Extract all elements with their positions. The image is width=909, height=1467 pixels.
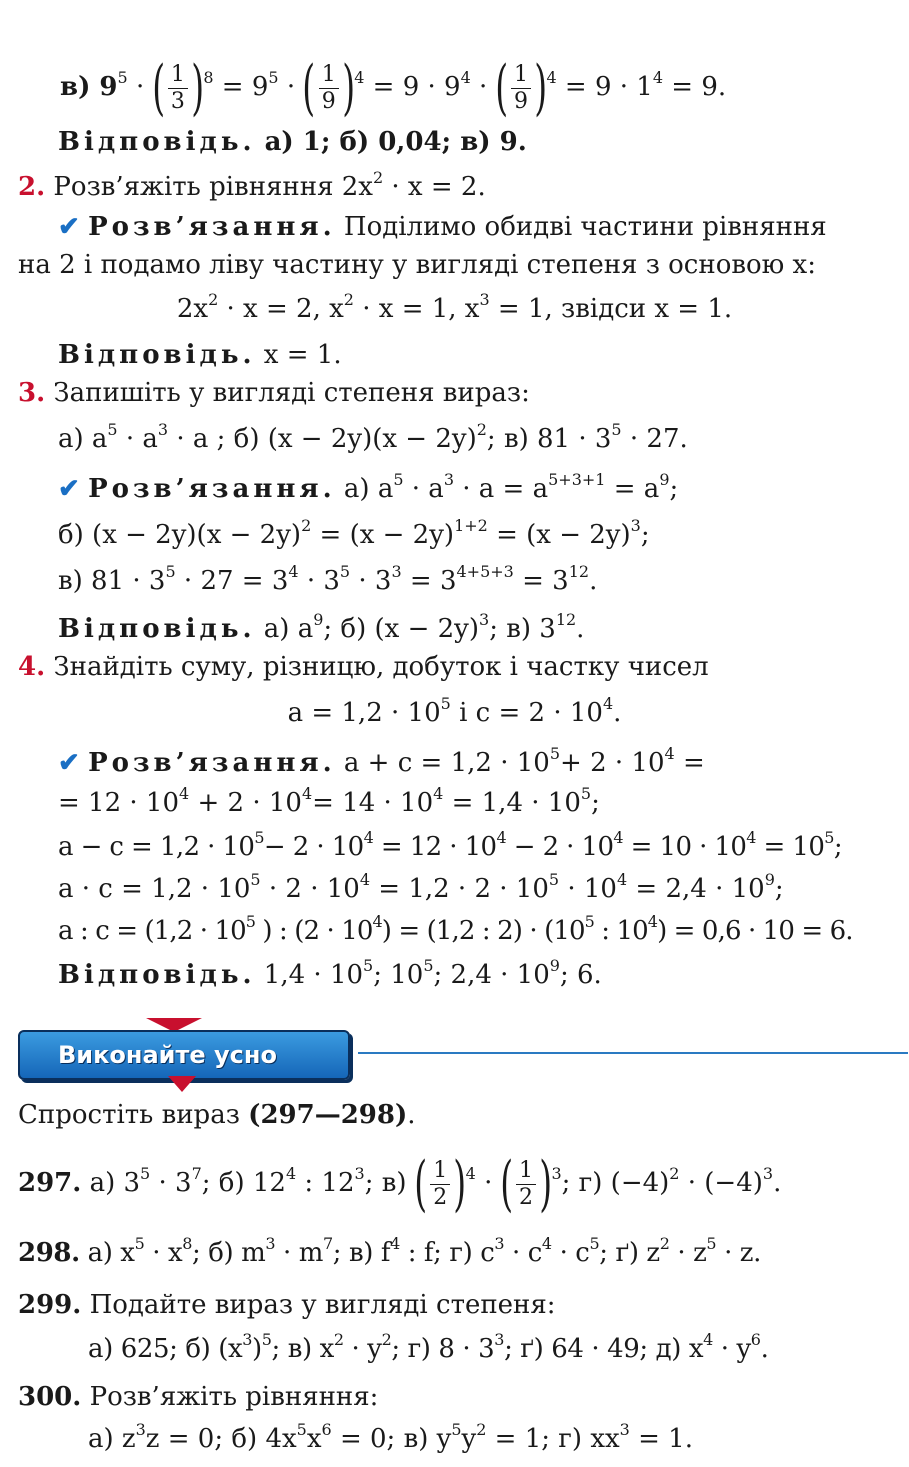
exercise-text: Розв’яжіть рівняння: xyxy=(81,1382,379,1412)
fraction-one-half xyxy=(430,1158,450,1211)
t: а) a xyxy=(255,614,314,644)
l1-exp: 4 xyxy=(546,68,557,87)
exp: 3 xyxy=(242,1330,253,1349)
t: a · c = 1,2 · 10 xyxy=(58,874,251,904)
paren-left: ( xyxy=(494,53,508,123)
exp: 4+5+3 xyxy=(456,562,514,581)
exp: 5 xyxy=(140,1164,151,1183)
exp: 2 xyxy=(208,290,219,309)
t: · c xyxy=(504,1238,542,1268)
t: a + c = 1,2 · 10 xyxy=(335,748,550,778)
exercise-299-items xyxy=(88,1332,768,1366)
check-icon: ✔ xyxy=(58,474,80,504)
exp: 8 xyxy=(182,1234,192,1253)
exp: 2 xyxy=(333,1330,344,1349)
exp: 3 xyxy=(265,1234,276,1253)
problem-tail: · x = 2. xyxy=(383,172,486,202)
paren-right: ) xyxy=(342,53,355,123)
t: · 2 · 10 xyxy=(260,874,360,904)
t: : 12 xyxy=(296,1168,355,1198)
paren-right: ) xyxy=(534,53,548,123)
t: ; xyxy=(774,874,784,904)
t: · x = 2, x xyxy=(218,294,344,324)
exp: 4 xyxy=(301,784,313,803)
exp: 2 xyxy=(476,1420,487,1439)
t: · a ; б) (x − 2y)(x − 2y) xyxy=(168,424,477,454)
t: ; 6. xyxy=(559,960,602,990)
exp: 4 xyxy=(288,562,299,581)
t: · 3 xyxy=(150,1168,192,1198)
problem-4 xyxy=(18,650,709,684)
exp: 3 xyxy=(479,610,490,629)
t: · a xyxy=(403,474,444,504)
problem-text: Знайдіть суму, різницю, добуток і частку чисел xyxy=(45,652,709,682)
exp: 4 xyxy=(613,828,623,847)
banner-box xyxy=(18,1030,350,1080)
solution-2-intro xyxy=(58,210,827,244)
l1-prefix: в) 9 xyxy=(60,72,118,102)
solution-3-a xyxy=(58,472,678,506)
exercise-298 xyxy=(18,1236,761,1270)
t: : f; г) c xyxy=(399,1238,495,1268)
exp: 4 xyxy=(541,1234,552,1253)
l1-exp: 5 xyxy=(117,68,128,87)
exp: 5 xyxy=(250,870,261,889)
t: − 2 · 10 xyxy=(506,832,614,862)
exp: 12 xyxy=(568,562,590,581)
check-icon: ✔ xyxy=(58,748,80,778)
solution-4-sum-2 xyxy=(58,786,600,820)
t: ; xyxy=(833,832,843,862)
exp: 5 xyxy=(706,1234,717,1253)
exp: 5 xyxy=(451,1420,462,1439)
exercise-range: (297—298) xyxy=(248,1100,408,1130)
problem-text: Розв’яжіть рівняння 2x xyxy=(45,172,373,202)
exp: 4 xyxy=(664,744,675,763)
banner-title: Виконайте усно xyxy=(58,1041,277,1069)
exp: 2 xyxy=(476,420,487,439)
line-1-expression: в) $9^5$ · ( $\frac{1}{3}$ )$^8 = 9^5$ · ( $\frac{1}{9}$ )$^4 = 9 \cdot 9^4$ · ( $\frac{1}{9}$ )$^4 = 9 \cdot 1^4 = 9$. xyxy=(60,53,727,123)
t: = 1,2 · 2 · 10 xyxy=(370,874,549,904)
t: ; в) xyxy=(364,1168,407,1198)
t: а) z xyxy=(88,1424,136,1454)
t: + 2 · 10 xyxy=(189,788,302,818)
exercise-number: 298. xyxy=(18,1238,80,1268)
banner-triangle-bottom xyxy=(168,1076,196,1092)
exp: 3 xyxy=(443,470,454,489)
exercise-299 xyxy=(18,1288,556,1322)
t: · a xyxy=(117,424,158,454)
exp: 2 xyxy=(372,168,384,187)
t: a = 1,2 · 10 xyxy=(287,698,441,728)
exp: 2 xyxy=(381,1330,392,1349)
t: ; 2,4 · 10 xyxy=(433,960,550,990)
t: ; ґ) z xyxy=(599,1238,660,1268)
t: · c xyxy=(551,1238,590,1268)
t: а) a xyxy=(335,474,394,504)
exp: 3 xyxy=(135,1420,146,1439)
t: · x = 1, x xyxy=(353,294,480,324)
t: ; в) 81 · 3 xyxy=(486,424,612,454)
exp: 7 xyxy=(191,1164,202,1183)
numerator: 1 xyxy=(516,1158,536,1185)
t: = 1; г) xx xyxy=(486,1424,620,1454)
exp: 5 xyxy=(261,1330,272,1349)
exp: 3 xyxy=(354,1164,365,1183)
answer-label: Відповідь. xyxy=(58,960,256,990)
t: ) : (2 · 10 xyxy=(255,916,373,946)
problem-number: 3. xyxy=(18,378,46,408)
denominator: 9 xyxy=(514,88,529,114)
numerator: 1 xyxy=(430,1158,450,1185)
exp: 5 xyxy=(363,956,374,975)
exp: 3 xyxy=(551,1164,562,1183)
t: = 14 · 10 xyxy=(312,788,434,818)
exercise-number: 300. xyxy=(18,1382,82,1412)
denominator: 3 xyxy=(170,88,185,114)
t: . xyxy=(589,566,598,596)
exp: 9 xyxy=(659,470,670,489)
t: а) x xyxy=(79,1238,135,1268)
paren-right: ) xyxy=(453,1149,467,1219)
exp: 5 xyxy=(423,956,434,975)
exp: 3 xyxy=(619,1420,630,1439)
denominator: 2 xyxy=(433,1184,448,1210)
t: a : c = (1,2 · 10 xyxy=(58,916,246,946)
exp: 4 xyxy=(746,828,756,847)
exp: 2 xyxy=(669,1164,680,1183)
t: ; xyxy=(591,788,600,818)
exp: 3 xyxy=(479,290,490,309)
solution-text: на 2 і подамо ліву частину у вигляді степеня з основою x: xyxy=(18,250,816,280)
t: = 2,4 · 10 xyxy=(627,874,765,904)
exp: 4 xyxy=(363,828,374,847)
t: ; б) 12 xyxy=(201,1168,286,1198)
exp: 5 xyxy=(589,1234,600,1253)
t: . xyxy=(407,1100,416,1130)
exp: 6 xyxy=(750,1330,761,1349)
exp: 5+3+1 xyxy=(548,470,606,489)
t: + 2 · 10 xyxy=(560,748,665,778)
exp: 3 xyxy=(391,562,402,581)
t: = 3 xyxy=(513,566,569,596)
numerator: 1 xyxy=(511,62,531,89)
t: . xyxy=(773,1168,782,1198)
answer-1 xyxy=(58,125,527,159)
t: 2x xyxy=(176,294,209,324)
t: = 10 xyxy=(755,832,825,862)
t: · (−4) xyxy=(679,1168,763,1198)
fraction-one-ninth xyxy=(319,62,339,115)
denominator: 9 xyxy=(321,88,336,114)
solution-label: Розв’язання. xyxy=(88,212,336,242)
t: a − c = 1,2 · 10 xyxy=(58,832,255,862)
t: . xyxy=(760,1334,769,1364)
t: · 27. xyxy=(621,424,688,454)
exp: 5 xyxy=(165,562,176,581)
exp: 5 xyxy=(393,470,404,489)
exp: 5 xyxy=(339,562,351,581)
t: а) 625; б) (x xyxy=(88,1334,243,1364)
t: Спростіть вираз xyxy=(18,1100,249,1130)
l1-end1: = 9 · 1 xyxy=(564,72,653,102)
paren-left: ( xyxy=(302,53,316,123)
solution-2-line2 xyxy=(18,248,816,282)
t: = 1, звідси x = 1. xyxy=(489,294,733,324)
t: і c = 2 · 10 xyxy=(450,698,603,728)
fraction-one-half xyxy=(516,1158,536,1211)
exp: 6 xyxy=(321,1420,332,1439)
paren-right: ) xyxy=(539,1149,553,1219)
t: в) 81 · 3 xyxy=(58,566,166,596)
fraction-one-third xyxy=(168,62,188,115)
exp: 5 xyxy=(134,1234,145,1253)
paren-right: ) xyxy=(191,53,205,123)
simplify-heading xyxy=(18,1098,416,1132)
exp: 4 xyxy=(390,1234,400,1253)
paren-left: ( xyxy=(414,1149,427,1219)
t: ; г) (−4) xyxy=(561,1168,670,1198)
exp: 7 xyxy=(322,1234,333,1253)
exp: 3 xyxy=(762,1164,774,1183)
exercise-300 xyxy=(18,1380,378,1414)
l1-exp: 4 xyxy=(460,68,471,87)
t: : 10 xyxy=(593,916,648,946)
answer-2 xyxy=(58,338,342,372)
solution-3-c xyxy=(58,564,597,598)
t: · xyxy=(484,1168,493,1198)
exp: 5 xyxy=(580,784,592,803)
numerator: 1 xyxy=(319,62,339,89)
t: · x xyxy=(144,1238,183,1268)
problem-2 xyxy=(18,170,486,204)
t: ; б) (x − 2y) xyxy=(323,614,479,644)
solution-4-product xyxy=(58,872,784,906)
t: x xyxy=(306,1424,322,1454)
t: ) = (1,2 : 2) · (10 xyxy=(381,916,585,946)
exp: 4 xyxy=(285,1164,297,1183)
banner-rule xyxy=(358,1052,908,1054)
exp: 5 xyxy=(254,828,264,847)
t: ; ґ) 64 · 49; д) x xyxy=(504,1334,704,1364)
answer-label: Відповідь. xyxy=(58,340,256,370)
exp: 4 xyxy=(179,784,190,803)
check-icon: ✔ xyxy=(58,212,80,242)
exp: 4 xyxy=(496,828,507,847)
t: б) (x − 2y)(x − 2y) xyxy=(58,520,302,550)
l1-exp: 5 xyxy=(268,68,279,87)
exp: 2 xyxy=(659,1234,670,1253)
l1-mid2: = 9 · 9 xyxy=(372,72,461,102)
solution-2-formula xyxy=(0,292,909,326)
exercise-number: 299. xyxy=(18,1290,82,1320)
t: ; б) m xyxy=(192,1238,266,1268)
solution-label: Розв’язання. xyxy=(88,474,336,504)
exp: 3 xyxy=(494,1330,505,1349)
answer-label: Відповідь. xyxy=(58,127,256,157)
t: = a xyxy=(605,474,660,504)
t: = xyxy=(674,748,705,778)
t: 1,4 · 10 xyxy=(255,960,364,990)
l1-end2: = 9. xyxy=(663,72,727,102)
paren-left: ( xyxy=(499,1149,513,1219)
problem-3 xyxy=(18,376,530,410)
exp: 4 xyxy=(616,870,628,889)
t: ; в) f xyxy=(332,1238,391,1268)
t: а) 3 xyxy=(81,1168,141,1198)
answer-text: x = 1. xyxy=(255,340,342,370)
t: = 1. xyxy=(629,1424,693,1454)
l1-exp: 8 xyxy=(203,68,214,87)
exp: 9 xyxy=(313,610,324,629)
exp: 3 xyxy=(494,1234,505,1253)
t: = 1,4 · 10 xyxy=(443,788,581,818)
t: · 3 xyxy=(350,566,392,596)
t: = 3 xyxy=(401,566,457,596)
exp: 5 xyxy=(611,420,622,439)
problem-text: Запишіть у вигляді степеня вираз: xyxy=(45,378,530,408)
l1-exp: 4 xyxy=(652,68,664,87)
t: = (x − 2y) xyxy=(311,520,455,550)
exp: 5 xyxy=(548,870,560,889)
t: ; xyxy=(669,474,679,504)
t: = 10 · 10 xyxy=(623,832,747,862)
exp: 4 xyxy=(465,1164,476,1183)
exp: 9 xyxy=(764,870,775,889)
t: а) a xyxy=(58,424,108,454)
exp: 5 xyxy=(245,912,256,931)
exp: 1+2 xyxy=(454,516,488,535)
t: ; xyxy=(640,520,650,550)
problem-number: 2. xyxy=(18,172,46,202)
t: = 12 · 10 xyxy=(373,832,497,862)
t: · 10 xyxy=(559,874,617,904)
exercise-297 xyxy=(18,1138,781,1228)
solution-4-sum xyxy=(58,746,705,780)
exp: 4 xyxy=(372,912,382,931)
exp: 5 xyxy=(107,420,118,439)
solution-3-b xyxy=(58,518,650,552)
exp: 9 xyxy=(549,956,560,975)
t: ; 10 xyxy=(373,960,424,990)
t: · z. xyxy=(716,1238,761,1268)
exp: 4 xyxy=(602,694,614,713)
exp: 5 xyxy=(296,1420,307,1439)
exp: 2 xyxy=(343,290,354,309)
t: . xyxy=(576,614,585,644)
problem-number: 4. xyxy=(18,652,46,682)
t: = (x − 2y) xyxy=(487,520,631,550)
exp: 4 xyxy=(433,784,444,803)
exp: 2 xyxy=(301,516,312,535)
t: ; в) 3 xyxy=(489,614,556,644)
t: · y xyxy=(343,1334,382,1364)
exp: 3 xyxy=(630,516,641,535)
t: ) xyxy=(252,1334,262,1364)
t: · a = a xyxy=(454,474,549,504)
solution-4-quotient xyxy=(58,914,853,948)
exp: 12 xyxy=(555,610,577,629)
exp: 4 xyxy=(703,1330,713,1349)
numerator: 1 xyxy=(168,62,188,89)
t: ; в) x xyxy=(271,1334,334,1364)
problem-3-items xyxy=(58,422,688,456)
fraction-one-ninth xyxy=(511,62,531,115)
exp: 5 xyxy=(440,694,451,713)
answer-text: а) 1; б) 0,04; в) 9. xyxy=(255,127,527,157)
exp: 5 xyxy=(584,912,594,931)
solution-label: Розв’язання. xyxy=(88,748,336,778)
exp: 3 xyxy=(157,420,169,439)
t: · y xyxy=(712,1334,751,1364)
exercise-number: 297. xyxy=(18,1168,82,1198)
denominator: 2 xyxy=(519,1184,534,1210)
answer-label: Відповідь. xyxy=(58,614,256,644)
paren-left: ( xyxy=(151,53,165,123)
l1-exp: 4 xyxy=(354,68,365,87)
answer-3 xyxy=(58,612,584,646)
oral-exercises-banner xyxy=(18,1018,908,1088)
exp: 4 xyxy=(647,912,658,931)
t: · 27 = 3 xyxy=(175,566,289,596)
t: ) = 0,6 · 10 = 6. xyxy=(657,916,853,946)
t: y xyxy=(461,1424,477,1454)
problem-4-values xyxy=(0,696,909,730)
solution-4-diff xyxy=(58,830,842,864)
t: = 12 · 10 xyxy=(58,788,180,818)
exercise-300-items xyxy=(88,1422,693,1456)
t: z = 0; б) 4x xyxy=(145,1424,297,1454)
answer-4 xyxy=(58,958,602,992)
t: · 3 xyxy=(298,566,340,596)
t: − 2 · 10 xyxy=(263,832,364,862)
exp: 4 xyxy=(359,870,370,889)
t: · z xyxy=(669,1238,707,1268)
t: ; г) 8 · 3 xyxy=(391,1334,495,1364)
t: = 0; в) y xyxy=(331,1424,452,1454)
t: . xyxy=(613,698,622,728)
exp: 5 xyxy=(824,828,834,847)
solution-text: Поділимо обидві частини рівняння xyxy=(335,212,827,242)
exercise-text: Подайте вираз у вигляді степеня: xyxy=(81,1290,556,1320)
exp: 5 xyxy=(549,744,561,763)
l1-mid1: = 9 xyxy=(221,72,269,102)
t: · m xyxy=(275,1238,323,1268)
